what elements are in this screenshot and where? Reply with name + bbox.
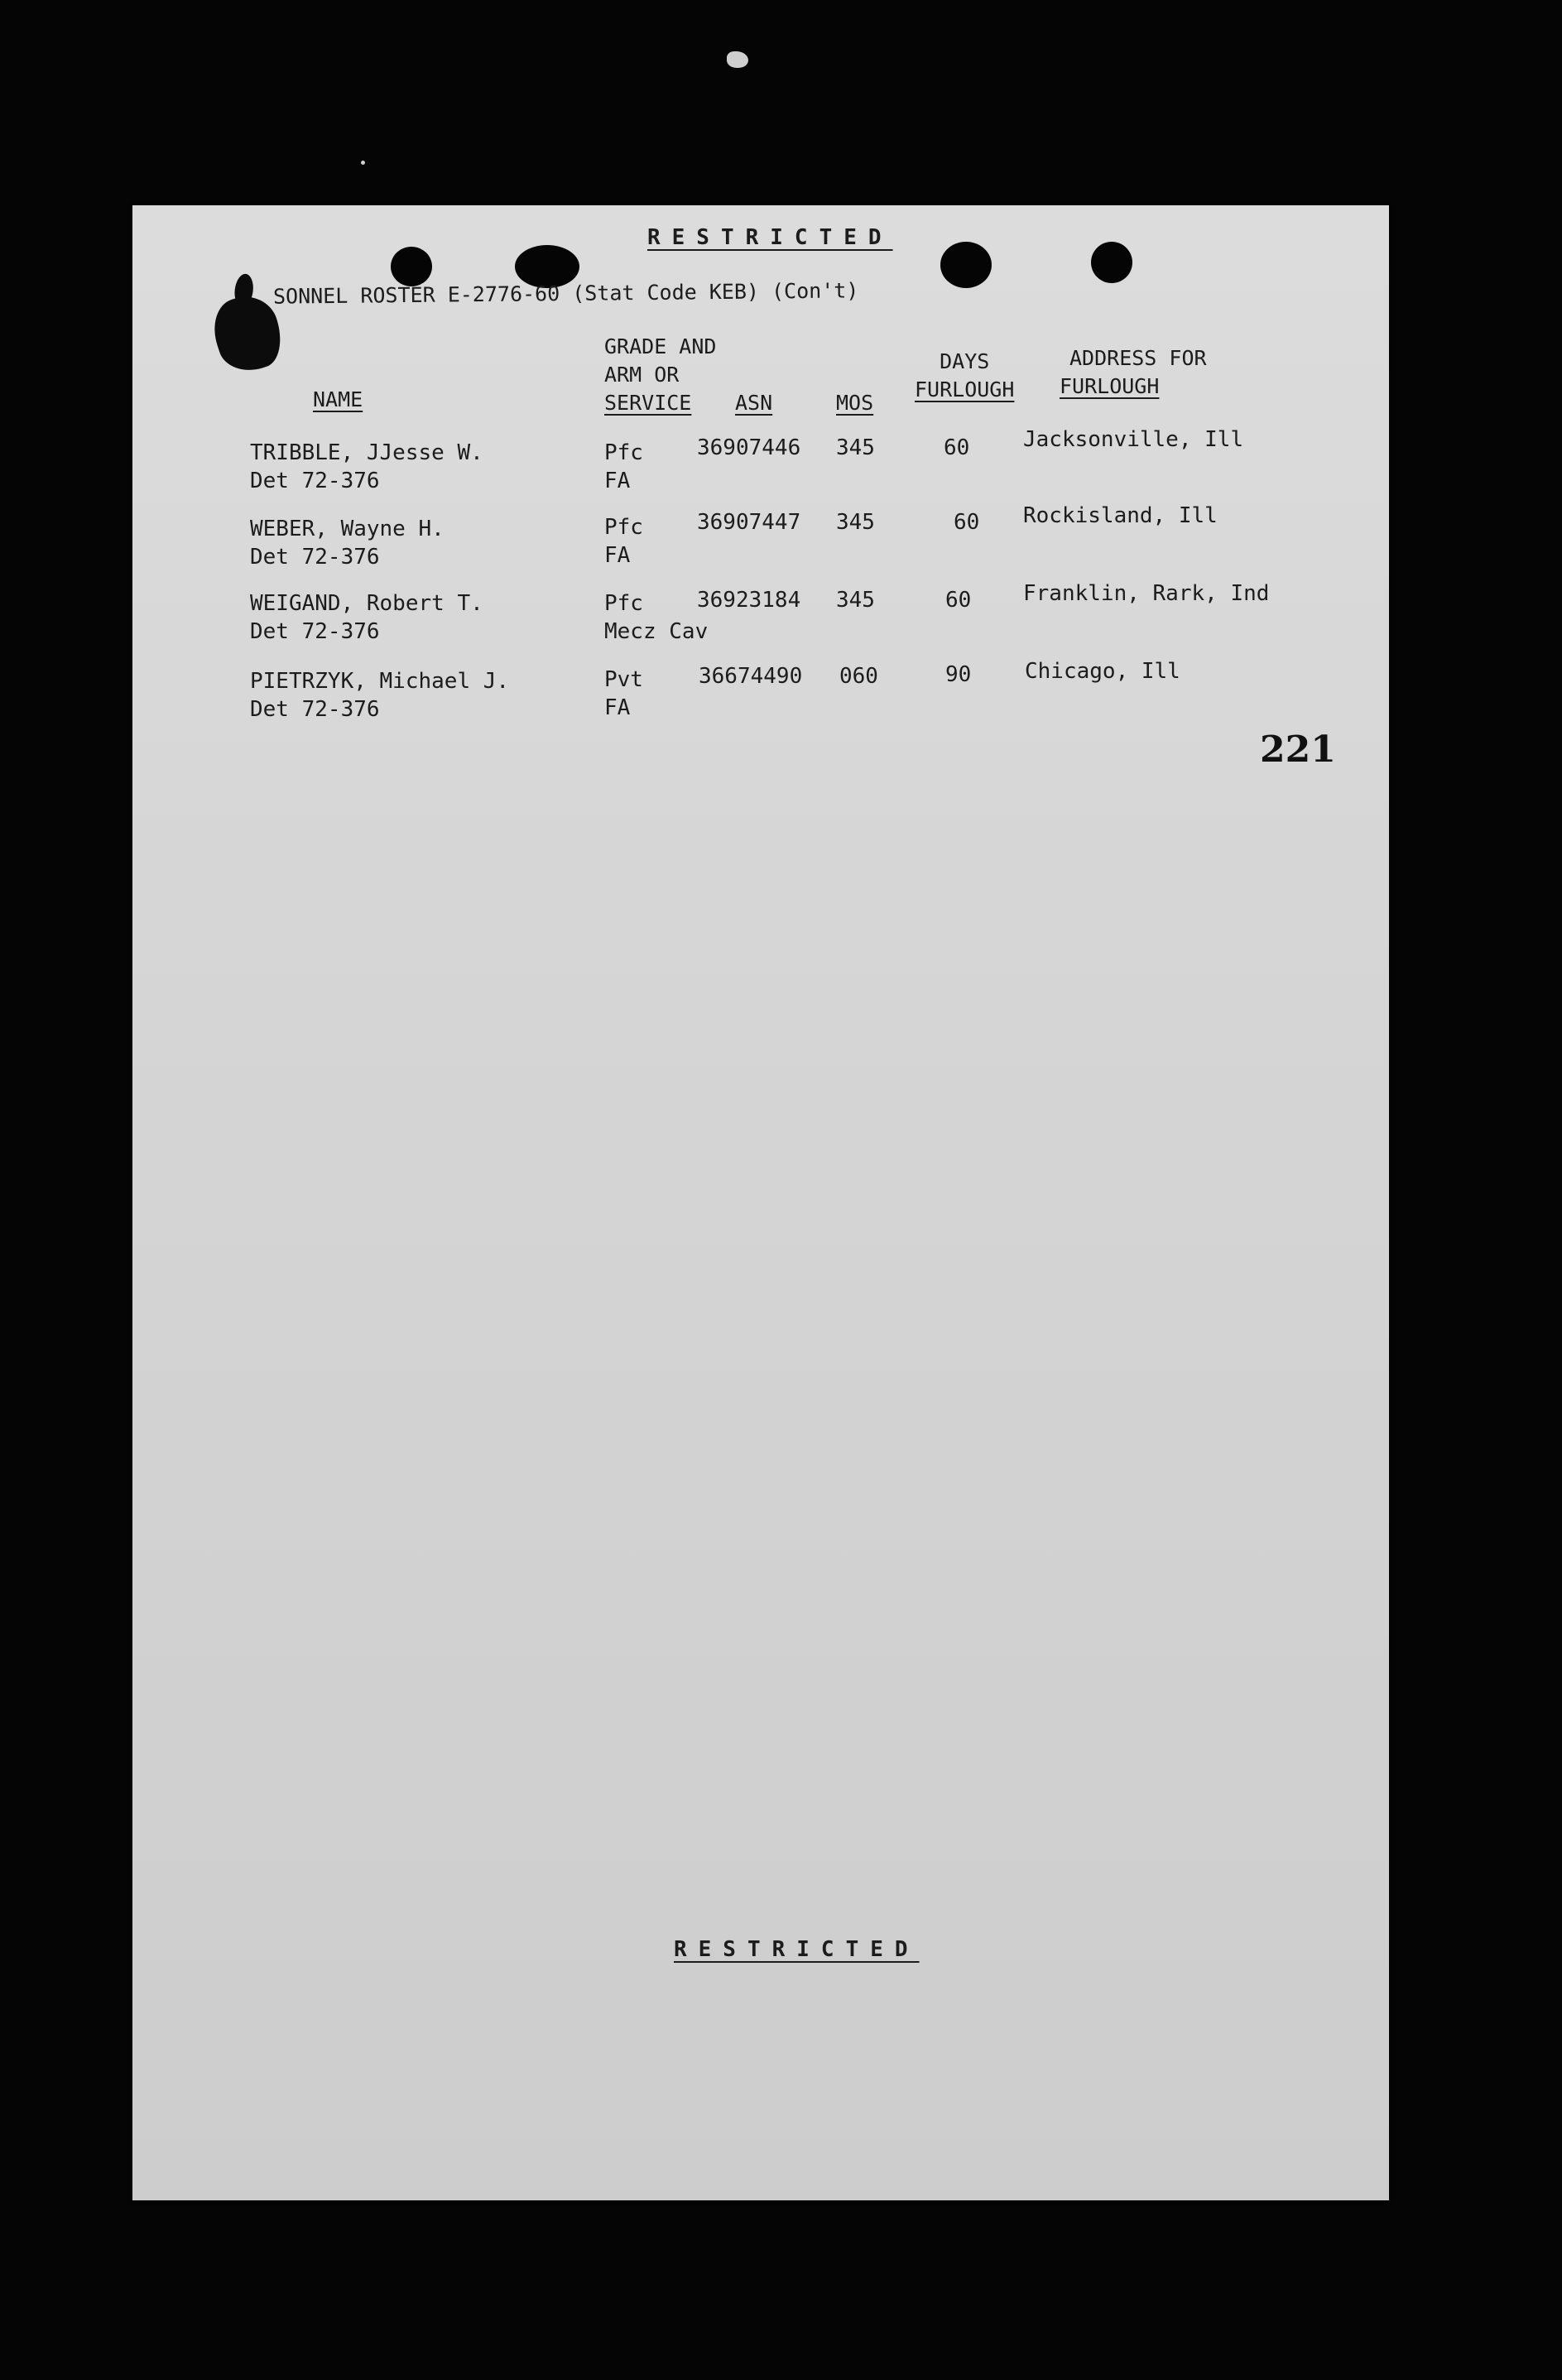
soldier-unit: Det 72-376 <box>250 469 380 493</box>
row-name-cell <box>250 667 509 724</box>
row-name-cell <box>250 589 483 646</box>
row-grade-cell <box>604 589 708 646</box>
column-header-address <box>1060 344 1207 401</box>
grade-header-line2: ARM OR <box>604 363 680 387</box>
grade-header-line1: GRADE AND <box>604 334 717 358</box>
grade: Pfc <box>604 440 643 465</box>
asn-cell: 36923184 <box>697 588 801 613</box>
column-header-name: NAME <box>313 387 363 411</box>
asn-cell: 36674490 <box>699 664 803 689</box>
row-grade-cell <box>604 513 643 570</box>
soldier-name: PIETRZYK, Michael J. <box>250 669 510 694</box>
dust-speck <box>361 161 365 165</box>
mos-cell: 345 <box>836 510 875 535</box>
punch-hole <box>940 242 992 288</box>
days-cell: 90 <box>945 662 972 687</box>
days-cell: 60 <box>954 510 980 535</box>
row-grade-cell <box>604 666 643 722</box>
grade: Pvt <box>604 667 643 692</box>
row-name-cell <box>250 439 483 495</box>
days-header-line2: FURLOUGH <box>915 377 1015 401</box>
header-restricted-stamp: RESTRICTED <box>647 225 893 250</box>
address-cell: Franklin, Rark, Ind <box>1023 581 1270 606</box>
days-cell: 60 <box>945 588 972 613</box>
address-header-line2: FURLOUGH <box>1060 374 1160 398</box>
dust-speck <box>727 51 748 68</box>
asn-cell: 36907447 <box>697 510 801 535</box>
asn-cell: 36907446 <box>697 435 801 460</box>
punch-hole <box>391 247 432 286</box>
roster-page <box>132 205 1389 2200</box>
grade: Pfc <box>604 515 643 540</box>
column-header-days <box>915 348 1014 404</box>
mos-cell: 345 <box>836 435 875 460</box>
days-cell: 60 <box>944 435 970 460</box>
page-number: 221 <box>1260 728 1336 771</box>
roster-title: SONNEL ROSTER E-2776-60 (Stat Code KEB) (Con't) <box>272 278 859 309</box>
mos-cell: 060 <box>839 664 878 689</box>
arm-service: FA <box>604 469 631 493</box>
punch-hole <box>1091 242 1132 283</box>
soldier-unit: Det 72-376 <box>250 545 380 570</box>
column-header-mos: MOS <box>836 391 874 415</box>
address-cell: Jacksonville, Ill <box>1023 427 1244 452</box>
address-cell: Rockisland, Ill <box>1023 503 1218 528</box>
row-grade-cell <box>604 439 643 495</box>
address-header-line1: ADDRESS FOR <box>1069 346 1207 370</box>
arm-service: Mecz Cav <box>604 619 709 644</box>
soldier-unit: Det 72-376 <box>250 619 380 644</box>
days-header-line1: DAYS <box>940 349 990 373</box>
arm-service: FA <box>604 695 631 720</box>
soldier-name: WEBER, Wayne H. <box>250 517 445 541</box>
column-header-asn: ASN <box>735 391 773 415</box>
column-header-grade <box>604 333 716 417</box>
arm-service: FA <box>604 543 631 568</box>
footer-restricted-stamp: RESTRICTED <box>674 1937 920 1962</box>
grade: Pfc <box>604 591 643 616</box>
grade-header-line3: SERVICE <box>604 391 692 415</box>
soldier-unit: Det 72-376 <box>250 697 380 722</box>
address-cell: Chicago, Ill <box>1025 659 1180 684</box>
soldier-name: WEIGAND, Robert T. <box>250 591 483 616</box>
mos-cell: 345 <box>836 588 875 613</box>
row-name-cell <box>250 515 445 571</box>
soldier-name: TRIBBLE, JJesse W. <box>250 440 483 465</box>
